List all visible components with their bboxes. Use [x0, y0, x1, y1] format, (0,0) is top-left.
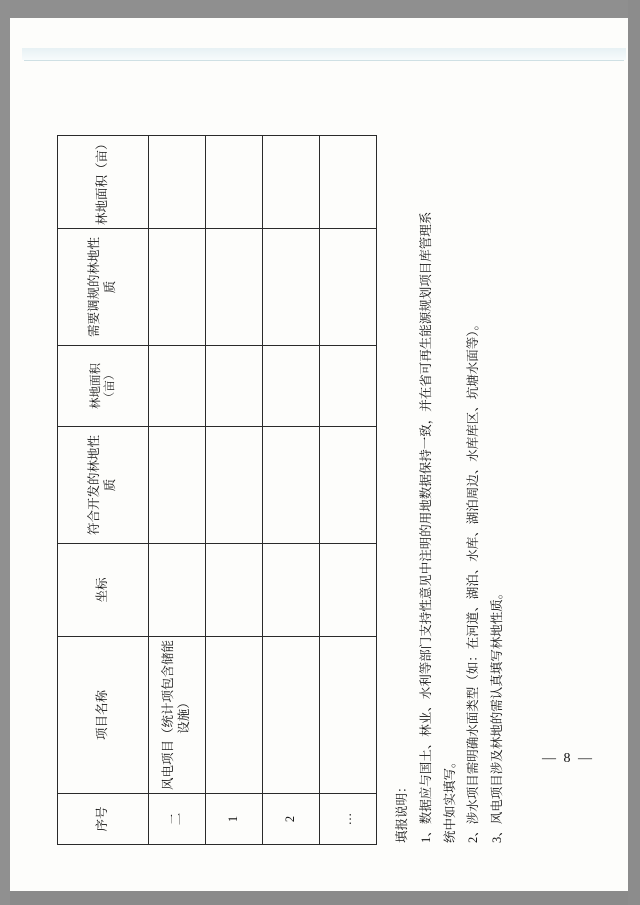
cell-section-seq: 二 [149, 793, 206, 844]
cell-section-prop [149, 426, 206, 543]
note-item-2: 2、涉水项目需明确水面类型（如：在河道、湖泊、水库、湖泊周边、水库库区、坑塘水面等）。 [466, 317, 481, 843]
cell-project-name [206, 636, 263, 793]
column-header-forest-property: 符合开发的林地性质 [58, 426, 149, 543]
cell-project-name [320, 636, 377, 793]
cell-section-area [149, 345, 206, 426]
cell-section-coord [149, 543, 206, 636]
table-header-row [58, 135, 149, 844]
table-row [320, 135, 377, 844]
column-header-coordinates: 坐标 [58, 543, 149, 636]
cell-seq: 1 [206, 793, 263, 844]
cell-adjust-area [206, 135, 263, 228]
column-header-forest-area [58, 345, 149, 426]
cell-coordinates [320, 543, 377, 636]
cell-seq: … [320, 793, 377, 844]
table-body [149, 135, 377, 844]
cell-forest-area [320, 345, 377, 426]
column-header-forest-area-unit: （亩） [104, 368, 116, 403]
cell-project-name [263, 636, 320, 793]
column-header-adjust-area: 林地面积（亩） [58, 135, 149, 228]
form-notes [391, 203, 510, 843]
rotated-content [55, 53, 585, 853]
column-header-forest-area-main: 林地面积 [89, 362, 102, 409]
cell-adjust-property [320, 228, 377, 345]
cell-forest-property [263, 426, 320, 543]
note-item-1: 1、数据应与国土、林业、水利等部门支持性意见中注明的用地数据保持一致，并在省可再生能源规划项目库管理系统中如实填写。 [418, 211, 457, 843]
table-row [263, 135, 320, 844]
table-row [206, 135, 263, 844]
cell-forest-area [206, 345, 263, 426]
cell-adjust-property [263, 228, 320, 345]
cell-forest-property [320, 426, 377, 543]
note-item-3: 3、风电项目涉及林地的需认真填写林地性质。 [490, 586, 504, 843]
cell-section-adjust-area [149, 135, 206, 228]
column-header-adjust-property: 需要调规的林地性质 [58, 228, 149, 345]
land-use-form-table [57, 135, 377, 845]
table-row-section [149, 135, 206, 844]
cell-section-name: 风电项目（统计项包含储能设施） [149, 636, 206, 793]
column-header-project-name: 项目名称 [58, 636, 149, 793]
cell-coordinates [263, 543, 320, 636]
notes-title: 填报说明： [395, 779, 409, 843]
cell-coordinates [206, 543, 263, 636]
page-number: — 8 — [542, 751, 594, 766]
cell-section-adjust [149, 228, 206, 345]
cell-forest-area [263, 345, 320, 426]
cell-adjust-area [320, 135, 377, 228]
cell-seq: 2 [263, 793, 320, 844]
cell-adjust-property [206, 228, 263, 345]
cell-adjust-area [263, 135, 320, 228]
column-header-seq: 序号 [58, 793, 149, 844]
cell-forest-property [206, 426, 263, 543]
table-header [58, 135, 149, 844]
